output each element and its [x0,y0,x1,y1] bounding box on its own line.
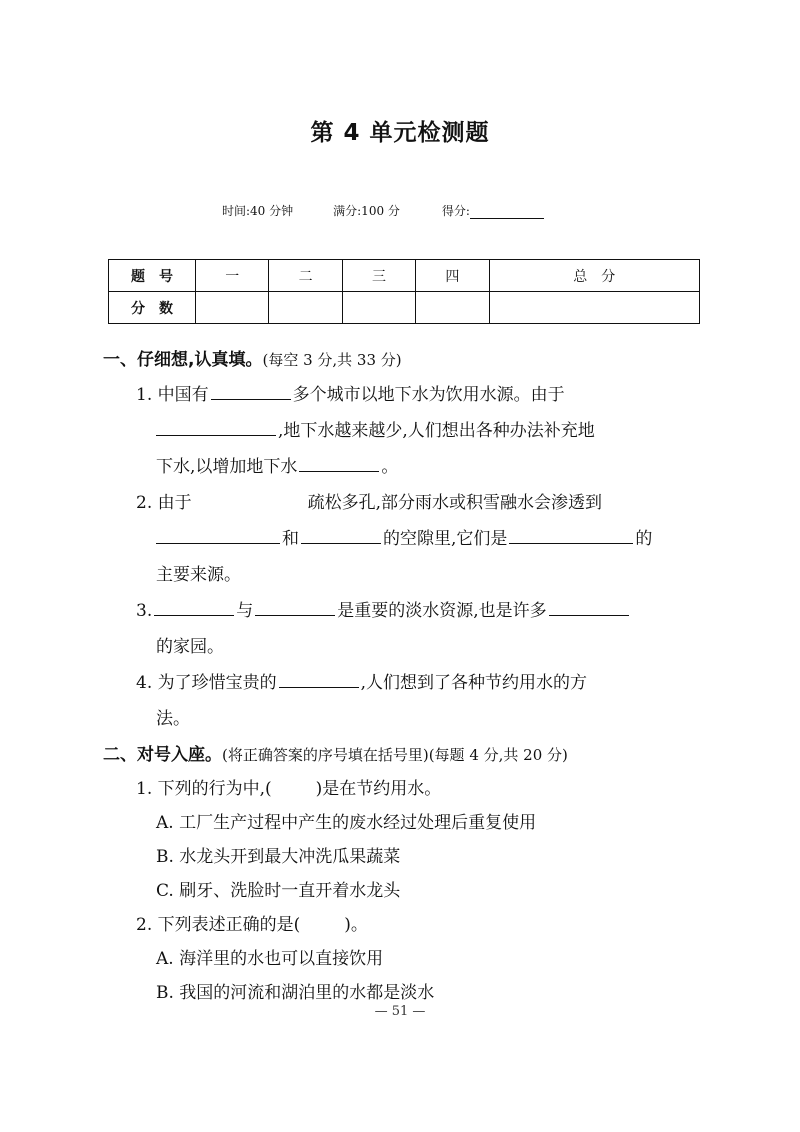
score-table [108,259,700,324]
answer-blank[interactable] [549,599,629,616]
s1-q2-line3: 主要来源。 [156,565,241,585]
s1-q2-line2: 和 的空隙里,它们是 的 [156,524,652,549]
score-input-cell[interactable] [416,292,489,324]
s1-q1-line1: 1. 中国有 多个城市以地下水为饮用水源。由于 [136,385,565,405]
answer-blank[interactable] [299,455,379,472]
score-input-cell[interactable] [269,292,342,324]
exam-meta [222,202,544,219]
answer-blank[interactable] [255,599,335,616]
s2-q1-stem: 1. 下列的行为中,( )是在节约用水。 [136,779,442,799]
time-limit: 时间:40 分钟 [222,204,294,218]
s1-q3-line2: 的家园。 [156,637,224,657]
s1-q4-line2: 法。 [156,709,190,729]
answer-blank[interactable] [156,527,280,544]
s1-q1-line3: 下水,以增加地下水 。 [156,457,399,477]
score-input-cell[interactable] [196,292,269,324]
answer-blank[interactable] [279,671,359,688]
answer-blank[interactable] [154,599,234,616]
score-input-cell[interactable] [489,292,699,324]
answer-blank[interactable] [156,419,276,436]
s2-q1-option-c: C. 刷牙、洗脸时一直开着水龙头 [156,881,401,901]
s2-q2-stem: 2. 下列表述正确的是( )。 [136,915,368,935]
score-input-cell[interactable] [342,292,415,324]
s1-q4-line1: 4. 为了珍惜宝贵的 ,人们想到了各种节约用水的方 [136,673,588,693]
full-score: 满分:100 分 [333,204,400,218]
answer-blank[interactable] [211,383,291,400]
table-cell: 二 [269,260,342,292]
s2-q1-option-a: A. 工厂生产过程中产生的废水经过处理后重复使用 [156,813,537,833]
table-cell: 题 号 [109,260,196,292]
page-number: — 51 — [374,1004,426,1019]
table-cell: 一 [196,260,269,292]
answer-blank[interactable] [509,527,633,544]
s1-q1-line2: ,地下水越来越少,人们想出各种办法补充地 [156,416,595,441]
score-blank[interactable] [470,205,544,219]
s1-q2-line1: 2. 由于 疏松多孔,部分雨水或积雪融水会渗透到 [136,493,603,513]
s2-q1-option-b: B. 水龙头开到最大冲洗瓜果蔬菜 [156,847,401,867]
score-table-header-row [109,260,700,292]
section-2-heading: 二、对号入座。(将正确答案的序号填在括号里)(每题 4 分,共 20 分) [103,745,568,765]
table-cell: 三 [342,260,415,292]
score-table-score-row [109,292,700,324]
table-cell: 总 分 [489,260,699,292]
s2-q2-option-a: A. 海洋里的水也可以直接饮用 [156,949,384,969]
answer-blank[interactable] [301,527,381,544]
page-title: 第 4 单元检测题 [310,120,490,146]
s1-q3-line1: 3. 与 是重要的淡水资源,也是许多 [136,596,631,621]
section-1-heading: 一、仔细想,认真填。(每空 3 分,共 33 分) [103,350,402,370]
table-cell: 分 数 [109,292,196,324]
score-label: 得分: [441,204,470,218]
s2-q2-option-b: B. 我国的河流和湖泊里的水都是淡水 [156,983,435,1003]
table-cell: 四 [416,260,489,292]
